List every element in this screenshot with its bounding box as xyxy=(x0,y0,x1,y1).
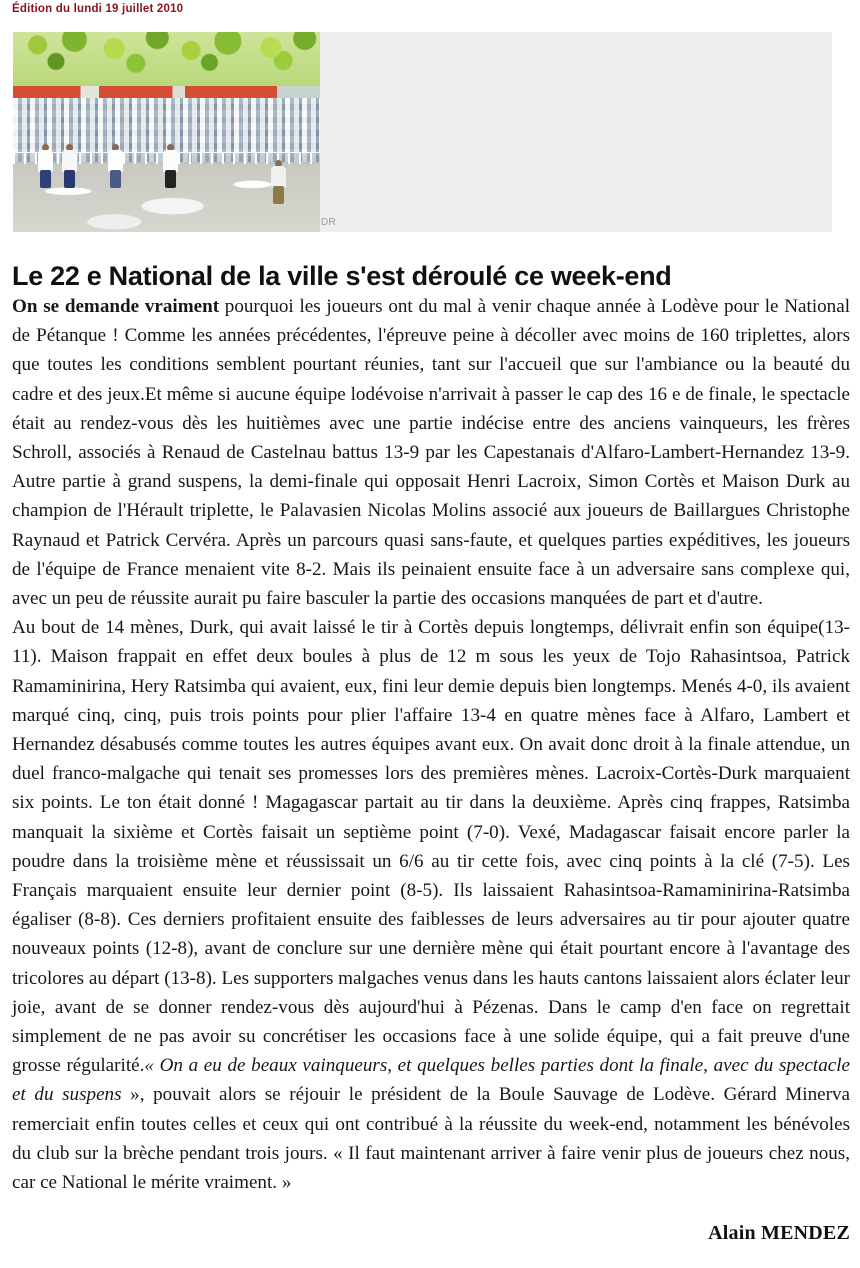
page-title: Le 22 e National de la ville s'est déroulé ce week-end xyxy=(12,261,672,292)
article-paragraph-2-text-a: Au bout de 14 mènes, Durk, qui avait laissé le tir à Cortès depuis longtemps, délivrait enfin son équipe(13-11). Maison frappait en effet deux boules à plus de 12 m sous les yeux de Tojo Rahasintsoa, Patrick Ramaminirina, Hery Ratsimba qui avaient, eux, fini leur demie depuis bien longtemps. Menés 4-0, ils avaient marqué cinq, cinq, puis trois points pour plier l'affaire 13-4 en quatre mènes face à Alfaro, Lambert et Hernandez désabusés comme toutes les autres équipes avant eux. On avait donc droit à la finale attendue, un duel franco-malgache qui tenait ses promesses lors des premières mènes. Lacroix-Cortès-Durk marquaient six points. Le ton était donné ! Magagascar partait au tir dans la deuxième. Après cinq frappes, Ratsimba manquait la sixième et Cortès faisait un septième point (7-0). Vexé, Madagascar faisait encore parler la poudre dans la troisième mène et réussissait un 6/6 au tir cette fois, avec cinq points à la clé (7-5). Les Français marquaient ensuite leur dernier point (8-5). Ils laissaient Rahasintsoa-Ramaminirina-Ratsimba égaliser (8-8). Ces derniers profitaient ensuite des faiblesses de leurs adversaires au tir pour ajouter quatre nouveaux points (12-8), avant de conclure sur une dernière mène qui était pourtant encore à l'avantage des tricolores au départ (13-8). Les supporters malgaches venus dans les hauts cantons laissaient alors éclater leur joie, avant de se donner rendez-vous dès aujourd'hui à Pézenas. Dans le camp d'en face on regrettait simplement de ne pas avoir su concrétiser les occasions face à une solide équipe, qui a fait preuve d'une grosse régularité. xyxy=(12,617,850,1077)
photo-credit: DR xyxy=(321,217,337,228)
article-paragraph-2-text-b: », pouvait alors se réjouir le président de la Boule Sauvage de Lodève. Gérard Minerva remerciait enfin toutes celles et ceux qui ont contribué à la réussite du week-end, notamment les bénévoles du club sur la brèche pendant trois jours. « Il faut maintenant arriver à faire venir plus de joueurs chez nous, car ce National le mérite vraiment. » xyxy=(12,1084,850,1194)
article-paragraph-1-text: pourquoi les joueurs ont du mal à venir chaque année à Lodève pour le National de Pétanque ! Comme les années précédentes, l'épreuve peine à décoller avec moins de 160 triplettes, alors que toutes les conditions semblent pourtant réunies, tant sur l'accueil que sur l'ambiance ou la beauté du cadre et des jeux.Et même si aucune équipe lodévoise n'arrivait à passer le cap des 16 e de finale, le spectacle était au rendez-vous dès les huitièmes avec une partie indécise entre des anciens vainqueurs, les frères Schroll, associés à Renaud de Castelnau battus 13-9 par les Capestanais d'Alfaro-Lambert-Hernandez 13-9. Autre partie à grand suspens, la demi-finale qui opposait Henri Lacroix, Simon Cortès et Maison Durk au champion de l'Hérault triplette, le Palavasien Nicolas Molins associé aux joueurs de Baillargues Christophe Raynaud et Patrick Cervéra. Après un parcours quasi sans-faute, et quelques parties expéditives, les joueurs de l'équipe de France menaient vite 8-2. Mais ils peinaient ensuite face à un adversaire sans complexe qui, avec un peu de réussite aurait pu faire basculer la partie des occasions manquées de part et d'autre. xyxy=(12,296,851,610)
article-pull-quote: « On a eu de beaux vainqueurs, et quelques belles parties dont la finale, avec du spectacle et du suspens xyxy=(12,1055,850,1106)
article-paragraph-1 xyxy=(12,292,850,613)
article-body xyxy=(12,292,850,1197)
article-lead-in: On se demande vraiment xyxy=(12,296,220,317)
edition-date-line: Édition du lundi 19 juillet 2010 xyxy=(12,3,184,15)
article-byline: Alain MENDEZ xyxy=(708,1222,850,1244)
article-paragraph-2 xyxy=(12,613,850,1197)
photo-band xyxy=(13,32,832,232)
article-photo xyxy=(13,32,320,232)
